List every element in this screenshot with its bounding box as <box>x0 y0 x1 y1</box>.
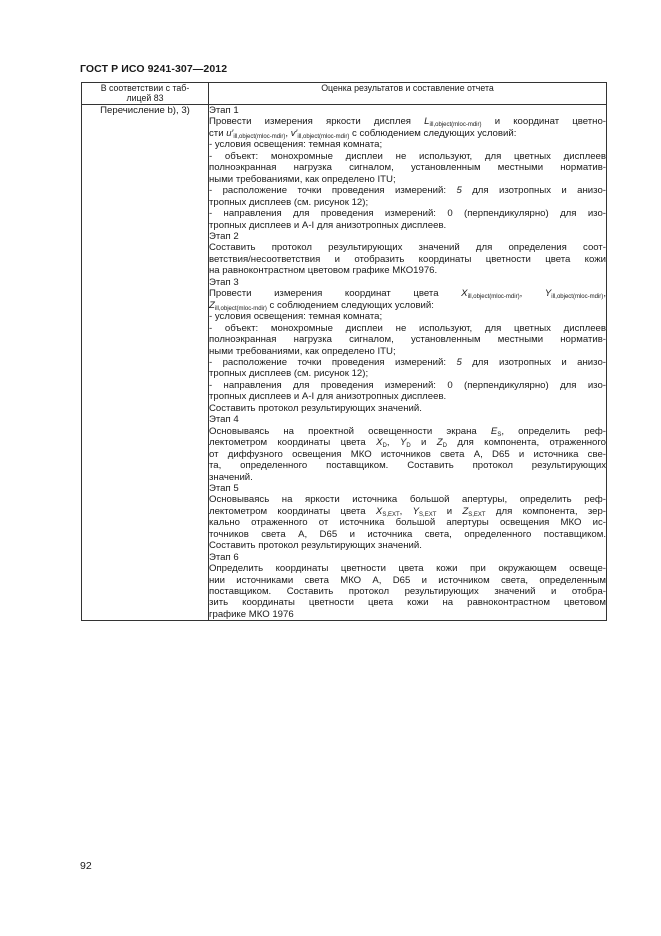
text-line: на равноконтрастном цветовом графике МКО1976. <box>209 265 438 277</box>
table-row <box>82 105 607 621</box>
text-line: Определить координаты цветности цвета кожи при окружающем освеще- <box>209 563 606 575</box>
text-line: Провести измерения координат цвета $X_{ill,object(mloc-mdir)}$, $Y_{ill,object(mloc-mdir)}$, <box>209 288 606 301</box>
col1-header <box>82 83 209 105</box>
text-line: - расположение точки проведения измерений: 5 для изотропных и анизо- <box>209 356 606 368</box>
stage-title: Этап 1 <box>209 105 239 116</box>
text-line: нии источниками света МКО A, D65 и источником света, определенным <box>209 574 606 586</box>
stage-title: Этап 4 <box>209 414 239 426</box>
text-line: Основываясь на проектной освещенности экрана $E_S$, определить реф- <box>209 425 606 438</box>
text-line: Составить протокол результирующих значений. <box>209 540 422 552</box>
text-line: - объект: монохромные дисплеи не используют, для цветных дисплеев <box>209 322 606 334</box>
text-line: тропных дисплеев и А-I для анизотропных дисплеев. <box>209 219 447 231</box>
text-line: значений. <box>209 471 253 483</box>
text-line: Основываясь на яркости источника большой апертуры, определить реф- <box>209 494 606 506</box>
stage-title: Этап 5 <box>209 482 239 494</box>
text-line: точников света A, D65 и источника света, определенного поставщиком. <box>209 528 606 540</box>
text-line: - условия освещения: темная комната; <box>209 139 383 151</box>
page-number: 92 <box>80 860 92 872</box>
text-line: - объект: монохромные дисплеи не используют, для цветных дисплеев <box>209 150 606 162</box>
text-line: Составить протокол результирующих значений для определения соот- <box>209 242 606 254</box>
text-line: графике МКО 1976 <box>209 608 294 620</box>
evaluation-table <box>81 82 607 621</box>
text-line: та, определенного поставщиком. Составить протокол результирующих <box>209 460 606 472</box>
text-line: полноэкранная нагрузка сигналом, установленным местными норматив- <box>209 162 606 174</box>
text-line: полноэкранная нагрузка сигналом, установленным местными норматив- <box>209 334 606 346</box>
text-line: - условия освещения: темная комната; <box>209 311 383 323</box>
text-line: Составить протокол результирующих значений. <box>209 402 422 414</box>
text-line: от диффузного освещения МКО источников света A, D65 и источника све- <box>209 448 606 460</box>
col1-header-line: лицей 83 <box>126 93 164 103</box>
text-line: тропных дисплеев (см. рисунок 12); <box>209 196 369 208</box>
text-line: тропных дисплеев (см. рисунок 12); <box>209 368 369 380</box>
text-line: поставщиком. Составить протокол результирующих значений и отобра- <box>209 586 606 598</box>
text-line: лектометром координаты цвета $X_D$, $Y_D$ и $Z_D$ для компонента, отраженного <box>209 437 607 450</box>
stage-title: Этап 6 <box>209 551 239 563</box>
text-line: кально отраженного от источника большой апертуры освещения МКО ис- <box>209 517 606 529</box>
reference-cell: Перечисление b), 3) <box>82 105 209 621</box>
stage-title: Этап 2 <box>209 230 239 242</box>
text-line: - направления для проведения измерений: 0 (перпендикулярно) для изо- <box>209 379 606 391</box>
text-line: сти $u'_{ill,object(mloc-mdir)}$, $v'_{ill,object(mloc-mdir)}$ с соблюдением следующих условий: <box>209 127 517 140</box>
text-line: тропных дисплеев и А-I для анизотропных дисплеев. <box>209 391 447 403</box>
col1-header-line: В соответствии с таб- <box>100 83 190 93</box>
text-line: Провести измерения яркости дисплея $L_{ill,object(mloc-mdir)}$ и координат цветно- <box>209 116 606 129</box>
table-header-row <box>82 83 607 105</box>
text-line: лектометром координаты цвета $X_{S,EXT}$, $Y_{S,EXT}$ и $Z_{S,EXT}$ для компонента, зер- <box>209 505 607 518</box>
text-line: ными требованиями, как определено ITU; <box>209 173 396 185</box>
text-line: ными требованиями, как определено ITU; <box>209 345 396 357</box>
procedure-cell <box>209 105 607 621</box>
document-header: ГОСТ Р ИСО 9241-307—2012 <box>80 63 228 75</box>
text-line: ветствия/несоответствия и отобразить координаты цветности цвета кожи <box>209 253 606 265</box>
text-line: - расположение точки проведения измерений: 5 для изотропных и анизо- <box>209 185 606 197</box>
text-line: $Z_{ill,object(mloc-mdir)}$ с соблюдением следующих условий: <box>209 299 434 312</box>
col2-header: Оценка результатов и составление отчета <box>209 83 607 105</box>
text-line: зить координаты цветности цвета кожи на равноконтрастном цветовом <box>209 597 606 609</box>
text-line: - направления для проведения измерений: 0 (перпендикулярно) для изо- <box>209 208 606 220</box>
stage-title: Этап 3 <box>209 276 239 288</box>
